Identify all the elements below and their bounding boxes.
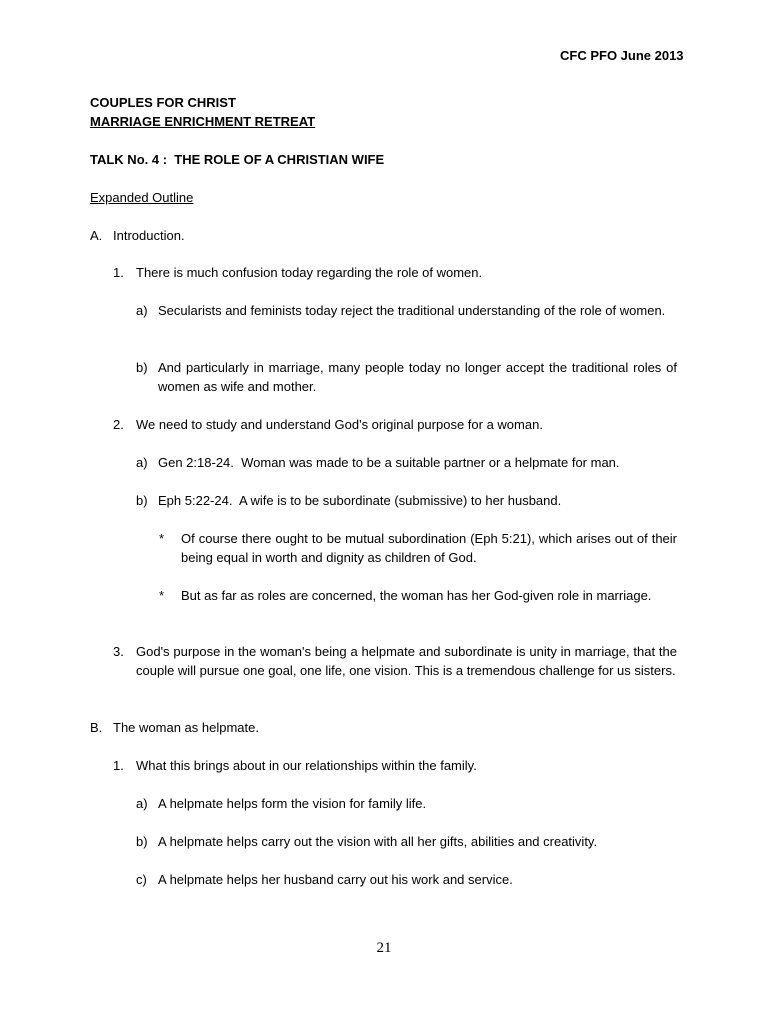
- a1b-marker: b): [136, 360, 148, 375]
- a1a-text: Secularists and feminists today reject the traditional understanding of the role of women.: [158, 303, 666, 318]
- page-number: 21: [376, 940, 392, 956]
- b1c-text: A helpmate helps her husband carry out his work and service.: [158, 872, 513, 887]
- b1-marker: 1.: [113, 758, 124, 773]
- a3-marker: 3.: [113, 644, 124, 659]
- a2a-text: Gen 2:18-24. Woman was made to be a suitable partner or a helpmate for man.: [158, 455, 620, 470]
- section-b-title: The woman as helpmate.: [113, 720, 259, 735]
- a2-star1-text: Of course there ought to be mutual subordination (Eph 5:21), which arises out of their being equal in worth and dignity as children of God.: [181, 531, 677, 565]
- b1-text: What this brings about in our relationships within the family.: [136, 758, 477, 773]
- section-a-title: Introduction.: [113, 228, 185, 243]
- section-a-marker: A.: [90, 228, 103, 243]
- a2a-marker: a): [136, 455, 148, 470]
- a2-star1-marker: *: [159, 531, 165, 546]
- b1c-marker: c): [136, 872, 147, 887]
- title-org: COUPLES FOR CHRIST: [90, 95, 236, 110]
- a2b-marker: b): [136, 493, 148, 508]
- a3-text: God's purpose in the woman's being a helpmate and subordinate is unity in marriage, that the couple will pursue one goal, one life, one vision. This is a tremendous challenge for us sisters.: [136, 644, 677, 678]
- b1a-text: A helpmate helps form the vision for family life.: [158, 796, 427, 811]
- a1-text: There is much confusion today regarding the role of women.: [136, 265, 483, 280]
- b1a-marker: a): [136, 796, 148, 811]
- a2-text: We need to study and understand God's original purpose for a woman.: [136, 417, 543, 432]
- header-right: CFC PFO June 2013: [560, 48, 684, 63]
- b1b-text: A helpmate helps carry out the vision with all her gifts, abilities and creativity.: [158, 834, 598, 849]
- section-b-marker: B.: [90, 720, 103, 735]
- a1-marker: 1.: [113, 265, 124, 280]
- a1a-marker: a): [136, 303, 148, 318]
- outline-label: Expanded Outline: [90, 190, 194, 205]
- a2-marker: 2.: [113, 417, 124, 432]
- a2b-text: Eph 5:22-24. A wife is to be subordinate (submissive) to her husband.: [158, 493, 562, 508]
- a1b-text: And particularly in marriage, many people today no longer accept the traditional roles of women as wife and mother.: [158, 360, 677, 394]
- a2-star2-marker: *: [159, 588, 165, 603]
- title-retreat: MARRIAGE ENRICHMENT RETREAT: [90, 114, 316, 129]
- b1b-marker: b): [136, 834, 148, 849]
- a2-star2-text: But as far as roles are concerned, the woman has her God-given role in marriage.: [181, 588, 652, 603]
- talk-title: TALK No. 4 : THE ROLE OF A CHRISTIAN WIFE: [90, 152, 385, 167]
